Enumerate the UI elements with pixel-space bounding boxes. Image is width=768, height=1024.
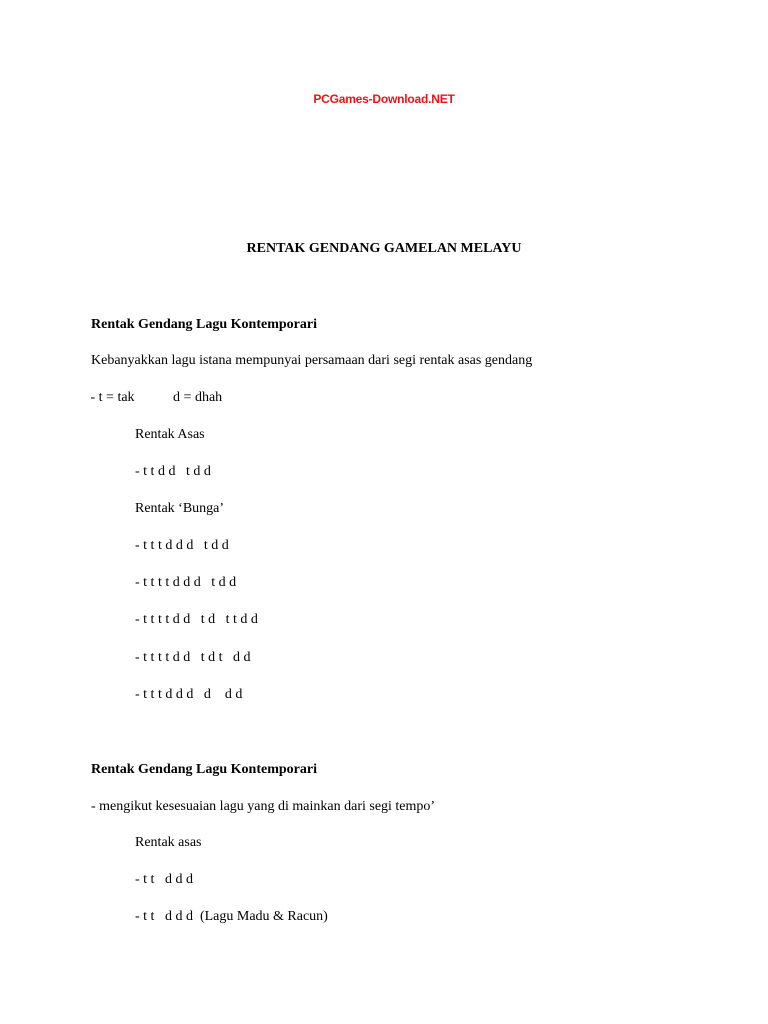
section2-asas-label: Rentak asas bbox=[135, 835, 202, 850]
rentak-bunga-pattern: - t t t t d d t d t t d d bbox=[135, 612, 258, 627]
rentak-asas-label: Rentak Asas bbox=[135, 427, 205, 442]
rentak-asas-pattern: - t t d d t d d bbox=[135, 464, 211, 479]
watermark-text: PCGames-Download.NET bbox=[313, 92, 455, 106]
section2-pattern: - t t d d d (Lagu Madu & Racun) bbox=[135, 909, 328, 924]
rentak-bunga-pattern: - t t t d d d t d d bbox=[135, 538, 229, 553]
rentak-bunga-pattern: - t t t d d d d d d bbox=[135, 687, 243, 702]
section1-heading: Rentak Gendang Lagu Kontemporari bbox=[91, 317, 317, 332]
rentak-bunga-pattern: - t t t t d d d t d d bbox=[135, 575, 237, 590]
notation-legend: - t = tak d = dhah bbox=[87, 390, 223, 405]
document-title: RENTAK GENDANG GAMELAN MELAYU bbox=[246, 241, 522, 256]
section1-intro: Kebanyakkan lagu istana mempunyai persamaan dari segi rentak asas gendang bbox=[91, 353, 533, 368]
section2-heading: Rentak Gendang Lagu Kontemporari bbox=[91, 762, 317, 777]
rentak-bunga-label: Rentak ‘Bunga’ bbox=[135, 501, 225, 516]
section2-intro: - mengikut kesesuaian lagu yang di mainkan dari segi tempo’ bbox=[91, 799, 436, 814]
rentak-bunga-pattern: - t t t t d d t d t d d bbox=[135, 650, 251, 665]
section2-pattern: - t t d d d bbox=[135, 872, 193, 887]
